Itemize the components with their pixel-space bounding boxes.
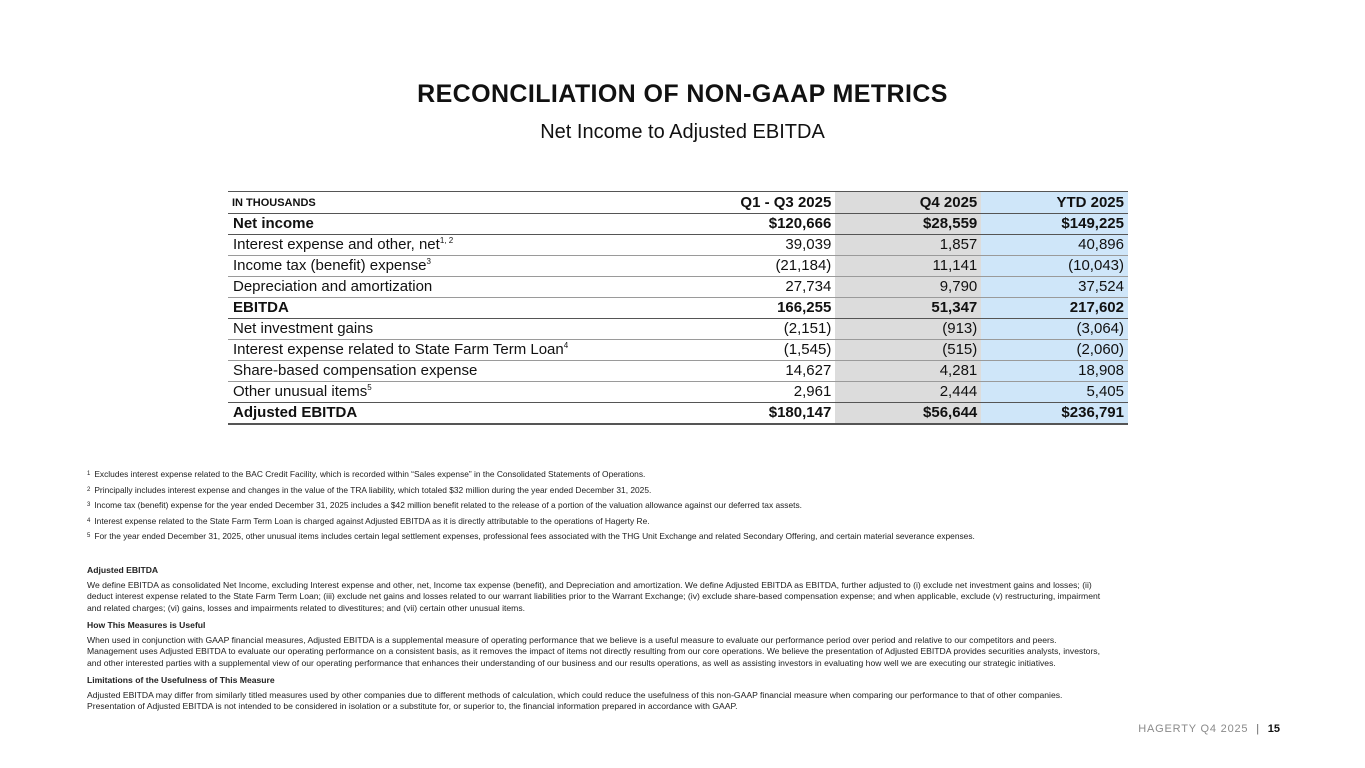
footnote-ref: 3 (426, 257, 431, 266)
table-row-adjusted-ebitda (228, 403, 1128, 425)
definition-heading: How This Measures is Useful (87, 620, 206, 630)
cell-q1-q3: $120,666 (689, 214, 836, 235)
table-row-interest-expense (228, 235, 1128, 256)
footnote (87, 467, 1207, 483)
cell-ytd: 18,908 (981, 361, 1128, 382)
column-header-q1-q3: Q1 - Q3 2025 (689, 192, 836, 214)
footnote-mark: 1 (87, 471, 91, 477)
footnote-ref: 1, 2 (439, 236, 454, 245)
footer-brand: HAGERTY (1138, 723, 1197, 735)
footnote-mark: 3 (87, 502, 91, 509)
cell-q1-q3: 166,255 (689, 298, 836, 319)
footnote-ref: 5 (367, 383, 372, 392)
cell-ytd: (3,064) (981, 319, 1128, 340)
definition-text: Adjusted EBITDA may differ from similarly titled measures used by other companies due to different methods of calculation, which could reduce the usefulness of this non-GAAP financial measure when comparing our performance to that of other companies. Presentation of Adjusted EBITDA is not intended to be considered in isolation or a substitute for, or superior to, the financial information prepared in accordance with GAAP. (87, 689, 1063, 711)
footnote-text: Income tax (benefit) expense for the year ended December 31, 2025 includes a $42 million benefit related to the release of a portion of the valuation allowance against our deferred tax assets. (94, 500, 802, 511)
footnote-text: For the year ended December 31, 2025, other unusual items includes certain legal settlement expenses, professional fees associated with the THG Unit Exchange and related Secondary Offering, and certain material severance expenses. (94, 531, 975, 542)
row-label: Share-based compensation expense (233, 362, 478, 379)
footnote (87, 529, 1207, 545)
table-row-state-farm-loan (228, 340, 1128, 361)
cell-ytd: (10,043) (981, 256, 1128, 277)
footnote-text: Excludes interest expense related to the BAC Credit Facility, which is recorded within “Sales expense” in the Consolidated Statements of Operations. (94, 469, 646, 479)
cell-q4: 4,281 (835, 361, 981, 382)
cell-q4: 11,141 (835, 256, 981, 277)
cell-q1-q3: (21,184) (689, 256, 836, 277)
cell-q1-q3: 2,961 (689, 382, 836, 403)
definitions (87, 565, 1102, 719)
cell-q1-q3: 39,039 (689, 235, 836, 256)
table-row-share-based-comp (228, 361, 1128, 382)
table-row-depreciation (228, 277, 1128, 298)
cell-q4: $56,644 (835, 403, 981, 425)
cell-q4: 2,444 (835, 382, 981, 403)
cell-ytd: 40,896 (981, 235, 1128, 256)
row-label: Net income (233, 215, 314, 232)
row-label: Income tax (benefit) expense (233, 257, 427, 274)
cell-q4: 51,347 (835, 298, 981, 319)
cell-q4: (515) (835, 340, 981, 361)
page-footer (1138, 723, 1280, 735)
cell-q1-q3: 14,627 (689, 361, 836, 382)
footnotes (87, 467, 1207, 545)
footnote (87, 483, 1207, 499)
cell-q1-q3: 27,734 (689, 277, 836, 298)
row-label: Interest expense and other, net (233, 236, 440, 253)
cell-ytd: $149,225 (981, 214, 1128, 235)
row-label: Interest expense related to State Farm Term Loan (233, 341, 564, 358)
cell-ytd: 37,524 (981, 277, 1128, 298)
footer-separator: | (1256, 723, 1260, 735)
definition-text: When used in conjunction with GAAP financial measures, Adjusted EBITDA is a supplemental measure of operating performance that we believe is a useful measure to evaluate our performance period over period and relative to our competitors and peers. Management uses Adjusted EBITDA to evaluate our operating performance on a consistent basis, as it removes the impact of items not directly resulting from our core operations. We believe the presentation of Adjusted EBITDA provides securities analysts, investors, and other interested parties with a supplemental view of our operating performance that enhances their understanding of our business and our results operations, as well as assisting investors in evaluating how well we are executing our strategic initiatives. (87, 634, 1100, 668)
column-header-q4: Q4 2025 (835, 192, 981, 214)
table-row-income-tax (228, 256, 1128, 277)
cell-q4: 1,857 (835, 235, 981, 256)
row-label: EBITDA (233, 299, 289, 316)
row-label: Depreciation and amortization (233, 278, 433, 295)
cell-ytd: $236,791 (981, 403, 1128, 425)
cell-q1-q3: (1,545) (689, 340, 836, 361)
footnote (87, 498, 1207, 514)
footnote-ref: 4 (563, 341, 569, 350)
page-subtitle: Net Income to Adjusted EBITDA (540, 121, 825, 143)
definition-heading: Limitations of the Usefulness of This Measure (87, 675, 275, 685)
footnote-mark: 5 (87, 533, 91, 540)
page-title: RECONCILIATION OF NON-GAAP METRICS (417, 80, 948, 108)
definition-heading: Adjusted EBITDA (87, 565, 159, 575)
cell-ytd: (2,060) (981, 340, 1128, 361)
reconciliation-table (228, 191, 1128, 425)
row-label: Other unusual items (233, 383, 368, 400)
cell-q4: 9,790 (835, 277, 981, 298)
footnote-text: Interest expense related to the State Farm Term Loan is charged against Adjusted EBITDA as it is directly attributable to the operations of Hagerty Re. (94, 515, 650, 526)
cell-q1-q3: (2,151) (689, 319, 836, 340)
footnote-mark: 4 (87, 517, 91, 524)
row-label: Net investment gains (233, 320, 374, 337)
footnote-text: Principally includes interest expense and changes in the value of the TRA liability, which totaled $32 million during the year ended December 31, 2025. (94, 484, 652, 495)
footer-period: Q4 2025 (1200, 723, 1249, 735)
row-label: Adjusted EBITDA (233, 404, 358, 421)
cell-ytd: 217,602 (981, 298, 1128, 319)
column-header-ytd: YTD 2025 (981, 192, 1128, 214)
cell-ytd: 5,405 (981, 382, 1128, 403)
cell-q4: $28,559 (835, 214, 981, 235)
table-row-ebitda (228, 298, 1128, 319)
table-row-net-income (228, 214, 1128, 235)
definition-text: We define EBITDA as consolidated Net Income, excluding Interest expense and other, net, Income tax expense (benefit), and Depreciation and amortization. We define Adjusted EBITDA as EBITDA, further adjusted to (i) exclude net investment gains and losses; (ii) deduct interest expense related to the State Farm Term Loan; (iii) exclude net gains and losses related to our warrant liabilities prior to the Warrant Exchange; (iv) exclude share-based compensation expense; and when applicable, exclude (v) restructuring, impairment and related charges; (vi) gains, losses and impairments related to divestitures; and (vii) certain other unusual items. (87, 579, 1101, 613)
page-number: 15 (1267, 723, 1280, 735)
footnote (87, 514, 1207, 530)
cell-q1-q3: $180,147 (689, 403, 836, 425)
footnote-mark: 2 (87, 486, 91, 493)
table-header-row (228, 192, 1128, 214)
cell-q4: (913) (835, 319, 981, 340)
unit-header: IN THOUSANDS (228, 192, 689, 214)
table-row-investment-gains (228, 319, 1128, 340)
table-row-other-unusual (228, 382, 1128, 403)
